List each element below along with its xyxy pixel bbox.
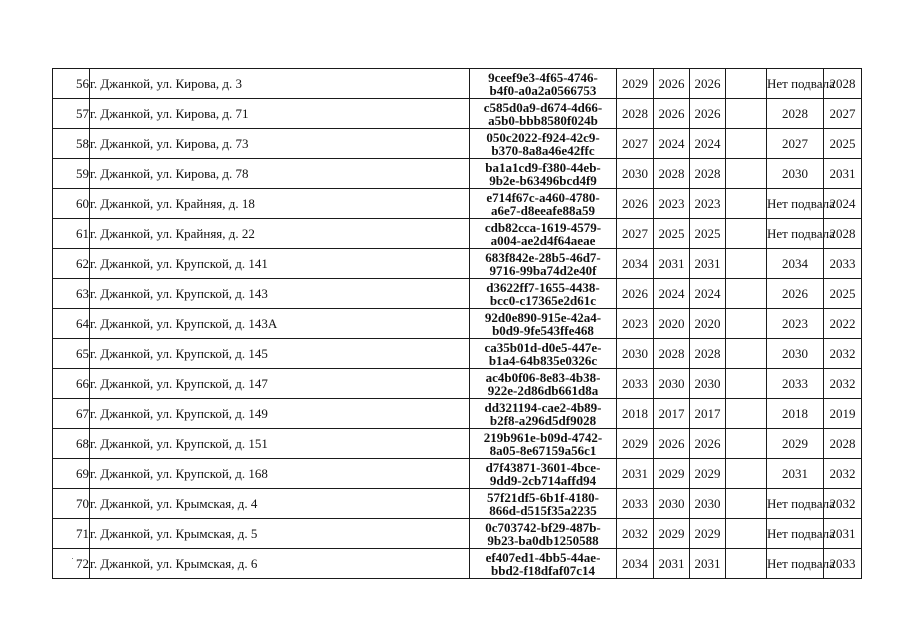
year-cell-4: [726, 459, 767, 489]
guid-line-2: 9dd9-2cb714affd94: [489, 472, 597, 488]
year-cell-1: 2033: [617, 489, 654, 519]
year-cell-3: 2030: [690, 369, 726, 399]
guid-line-1: d3622ff7-1655-4438-: [486, 279, 600, 295]
table-row: [53, 219, 862, 249]
year-cell-3: 2024: [690, 129, 726, 159]
year-cell-3: 2031: [690, 549, 726, 579]
year-cell-6: 2024: [824, 189, 862, 219]
guid-line-1: 92d0e890-915e-42a4-: [484, 309, 602, 325]
guid-line-1: ac4b0f06-8e83-4b38-: [485, 369, 601, 385]
address-cell: г. Джанкой, ул. Крымская, д. 4: [90, 489, 470, 519]
basement-year-cell: 2026: [767, 279, 824, 309]
guid-line-1: 219b961e-b09d-4742-: [483, 429, 603, 445]
fias-guid-cell: [470, 339, 617, 369]
year-cell-4: [726, 159, 767, 189]
basement-year-cell: 2018: [767, 399, 824, 429]
row-number-cell: 63: [53, 279, 90, 309]
year-cell-1: 2026: [617, 189, 654, 219]
fias-guid-cell: [470, 429, 617, 459]
guid-line-1: 0c703742-bf29-487b-: [485, 519, 601, 535]
basement-year-cell: Нет подвала: [767, 519, 824, 549]
fias-guid-cell: [470, 309, 617, 339]
year-cell-3: 2029: [690, 519, 726, 549]
table-row: [53, 129, 862, 159]
table-row: [53, 279, 862, 309]
basement-year-cell: Нет подвала: [767, 219, 824, 249]
year-cell-1: 2029: [617, 69, 654, 99]
year-cell-6: 2028: [824, 69, 862, 99]
row-number-cell: 57: [53, 99, 90, 129]
address-cell: г. Джанкой, ул. Крупской, д. 149: [90, 399, 470, 429]
guid-line-2: 866d-d515f35a2235: [489, 502, 597, 518]
year-cell-6: 2028: [824, 219, 862, 249]
guid-line-2: 8a05-8e67159a56c1: [489, 442, 597, 458]
row-number-cell: 56: [53, 69, 90, 99]
year-cell-6: 2025: [824, 129, 862, 159]
table-row: [53, 489, 862, 519]
fias-guid-cell: [470, 99, 617, 129]
address-cell: г. Джанкой, ул. Крупской, д. 145: [90, 339, 470, 369]
guid-line-1: cdb82cca-1619-4579-: [484, 219, 602, 235]
year-cell-4: [726, 129, 767, 159]
row-number-cell: 70: [53, 489, 90, 519]
year-cell-1: 2030: [617, 339, 654, 369]
year-cell-3: 2024: [690, 279, 726, 309]
fias-guid-cell: [470, 249, 617, 279]
year-cell-1: 2027: [617, 129, 654, 159]
row-number-cell: 60: [53, 189, 90, 219]
year-cell-2: 2026: [654, 429, 690, 459]
row-number-cell: 59: [53, 159, 90, 189]
guid-line-1: d7f43871-3601-4bce-: [485, 459, 601, 475]
year-cell-1: 2027: [617, 219, 654, 249]
row-number-cell: 62: [53, 249, 90, 279]
guid-line-2: a6e7-d8eeafe88a59: [491, 202, 595, 218]
year-cell-6: 2033: [824, 549, 862, 579]
fias-guid-cell: [470, 159, 617, 189]
year-cell-4: [726, 279, 767, 309]
year-cell-1: 2034: [617, 549, 654, 579]
basement-year-cell: Нет подвала: [767, 549, 824, 579]
address-cell: г. Джанкой, ул. Крупской, д. 147: [90, 369, 470, 399]
table-row: [53, 189, 862, 219]
guid-line-1: 683f842e-28b5-46d7-: [485, 249, 601, 265]
year-cell-6: 2031: [824, 159, 862, 189]
year-cell-6: 2019: [824, 399, 862, 429]
guid-line-2: a5b0-bbb8580f024b: [488, 112, 598, 128]
scan-speck: [72, 558, 73, 559]
year-cell-2: 2017: [654, 399, 690, 429]
row-number-cell: 58: [53, 129, 90, 159]
year-cell-4: [726, 399, 767, 429]
year-cell-1: 2031: [617, 459, 654, 489]
year-cell-1: 2029: [617, 429, 654, 459]
guid-line-1: 9ceef9e3-4f65-4746-: [488, 69, 598, 85]
year-cell-6: 2032: [824, 489, 862, 519]
year-cell-4: [726, 99, 767, 129]
table-row: [53, 519, 862, 549]
year-cell-2: 2025: [654, 219, 690, 249]
table-row: [53, 549, 862, 579]
year-cell-1: 2023: [617, 309, 654, 339]
year-cell-3: 2025: [690, 219, 726, 249]
basement-year-cell: 2031: [767, 459, 824, 489]
guid-line-2: a004-ae2d4f64aeae: [490, 232, 596, 248]
fias-guid-cell: [470, 489, 617, 519]
row-number-cell: 72: [53, 549, 90, 579]
basement-year-cell: 2028: [767, 99, 824, 129]
table-row: [53, 369, 862, 399]
address-cell: г. Джанкой, ул. Крупской, д. 143: [90, 279, 470, 309]
basement-year-cell: 2027: [767, 129, 824, 159]
year-cell-6: 2032: [824, 339, 862, 369]
address-cell: г. Джанкой, ул. Кирова, д. 71: [90, 99, 470, 129]
table-row: [53, 249, 862, 279]
guid-line-2: 9b23-ba0db1250588: [487, 532, 599, 548]
year-cell-2: 2030: [654, 369, 690, 399]
year-cell-2: 2026: [654, 69, 690, 99]
year-cell-4: [726, 549, 767, 579]
year-cell-2: 2029: [654, 459, 690, 489]
table-row: [53, 459, 862, 489]
year-cell-4: [726, 249, 767, 279]
year-cell-4: [726, 219, 767, 249]
year-cell-3: 2029: [690, 459, 726, 489]
guid-line-2: b1a4-64b835e0326c: [488, 352, 598, 368]
row-number-cell: 61: [53, 219, 90, 249]
guid-line-2: b2f8-a296d5df9028: [489, 412, 597, 428]
year-cell-3: 2028: [690, 159, 726, 189]
year-cell-2: 2031: [654, 549, 690, 579]
guid-line-2: 9b2e-b63496bcd4f9: [489, 172, 597, 188]
basement-year-cell: 2030: [767, 339, 824, 369]
table-row: [53, 399, 862, 429]
guid-line-1: 57f21df5-6b1f-4180-: [487, 489, 599, 505]
year-cell-3: 2030: [690, 489, 726, 519]
fias-guid-cell: [470, 519, 617, 549]
year-cell-4: [726, 519, 767, 549]
year-cell-2: 2028: [654, 339, 690, 369]
guid-line-1: 050c2022-f924-42c9-: [486, 129, 600, 145]
guid-line-2: 922e-2d86db661d8a: [487, 382, 599, 398]
guid-line-1: c585d0a9-d674-4d66-: [483, 99, 603, 115]
year-cell-6: 2033: [824, 249, 862, 279]
basement-year-cell: 2029: [767, 429, 824, 459]
fias-guid-cell: [470, 399, 617, 429]
guid-line-2: b0d9-9fe543ffe468: [492, 322, 594, 338]
guid-line-2: b370-8a8a46e42ffc: [491, 142, 595, 158]
address-cell: г. Джанкой, ул. Крупской, д. 141: [90, 249, 470, 279]
year-cell-4: [726, 429, 767, 459]
year-cell-2: 2023: [654, 189, 690, 219]
fias-guid-cell: [470, 459, 617, 489]
year-cell-2: 2020: [654, 309, 690, 339]
guid-line-1: ca35b01d-d0e5-447e-: [484, 339, 602, 355]
year-cell-4: [726, 339, 767, 369]
year-cell-2: 2029: [654, 519, 690, 549]
guid-line-1: e714f67c-a460-4780-: [486, 189, 600, 205]
fias-guid-cell: [470, 219, 617, 249]
year-cell-2: 2030: [654, 489, 690, 519]
fias-guid-cell: [470, 549, 617, 579]
year-cell-2: 2028: [654, 159, 690, 189]
year-cell-3: 2026: [690, 429, 726, 459]
year-cell-3: 2026: [690, 69, 726, 99]
row-number-cell: 66: [53, 369, 90, 399]
guid-line-2: 9716-99ba74d2e40f: [489, 262, 597, 278]
basement-year-cell: Нет подвала: [767, 489, 824, 519]
year-cell-3: 2026: [690, 99, 726, 129]
year-cell-1: 2034: [617, 249, 654, 279]
year-cell-6: 2027: [824, 99, 862, 129]
fias-guid-cell: [470, 129, 617, 159]
guid-line-2: bcc0-c17365e2d61c: [489, 292, 597, 308]
guid-line-1: ef407ed1-4bb5-44ae-: [485, 549, 601, 565]
guid-line-2: bbd2-f18dfaf07c14: [490, 562, 595, 578]
basement-year-cell: Нет подвала: [767, 189, 824, 219]
year-cell-4: [726, 489, 767, 519]
address-cell: г. Джанкой, ул. Крупской, д. 168: [90, 459, 470, 489]
address-cell: г. Джанкой, ул. Крайняя, д. 22: [90, 219, 470, 249]
year-cell-6: 2031: [824, 519, 862, 549]
table-row: [53, 429, 862, 459]
year-cell-4: [726, 69, 767, 99]
table-row: [53, 339, 862, 369]
year-cell-2: 2024: [654, 129, 690, 159]
year-cell-2: 2024: [654, 279, 690, 309]
year-cell-1: 2026: [617, 279, 654, 309]
year-cell-4: [726, 369, 767, 399]
year-cell-4: [726, 309, 767, 339]
address-cell: г. Джанкой, ул. Кирова, д. 73: [90, 129, 470, 159]
table-row: [53, 69, 862, 99]
row-number-cell: 64: [53, 309, 90, 339]
row-number-cell: 67: [53, 399, 90, 429]
basement-year-cell: 2034: [767, 249, 824, 279]
year-cell-3: 2017: [690, 399, 726, 429]
year-cell-1: 2032: [617, 519, 654, 549]
table-row: [53, 159, 862, 189]
guid-line-1: ba1a1cd9-f380-44eb-: [485, 159, 601, 175]
document-page: [52, 68, 862, 579]
guid-line-1: dd321194-cae2-4b89-: [484, 399, 602, 415]
year-cell-6: 2032: [824, 369, 862, 399]
basement-year-cell: 2033: [767, 369, 824, 399]
fias-guid-cell: [470, 69, 617, 99]
table-body: [53, 69, 862, 579]
year-cell-2: 2031: [654, 249, 690, 279]
year-cell-3: 2031: [690, 249, 726, 279]
year-cell-3: 2020: [690, 309, 726, 339]
table-row: [53, 309, 862, 339]
address-cell: г. Джанкой, ул. Крупской, д. 151: [90, 429, 470, 459]
table-row: [53, 99, 862, 129]
address-cell: г. Джанкой, ул. Крайняя, д. 18: [90, 189, 470, 219]
housing-registry-table: [52, 68, 862, 579]
row-number-cell: 71: [53, 519, 90, 549]
fias-guid-cell: [470, 279, 617, 309]
year-cell-3: 2023: [690, 189, 726, 219]
year-cell-3: 2028: [690, 339, 726, 369]
guid-line-2: b4f0-a0a2a0566753: [489, 82, 597, 98]
address-cell: г. Джанкой, ул. Кирова, д. 3: [90, 69, 470, 99]
year-cell-4: [726, 189, 767, 219]
address-cell: г. Джанкой, ул. Крымская, д. 6: [90, 549, 470, 579]
year-cell-1: 2030: [617, 159, 654, 189]
basement-year-cell: 2023: [767, 309, 824, 339]
year-cell-6: 2025: [824, 279, 862, 309]
address-cell: г. Джанкой, ул. Крупской, д. 143А: [90, 309, 470, 339]
basement-year-cell: 2030: [767, 159, 824, 189]
year-cell-2: 2026: [654, 99, 690, 129]
address-cell: г. Джанкой, ул. Кирова, д. 78: [90, 159, 470, 189]
address-cell: г. Джанкой, ул. Крымская, д. 5: [90, 519, 470, 549]
fias-guid-cell: [470, 369, 617, 399]
year-cell-1: 2028: [617, 99, 654, 129]
year-cell-1: 2018: [617, 399, 654, 429]
row-number-cell: 69: [53, 459, 90, 489]
row-number-cell: 65: [53, 339, 90, 369]
basement-year-cell: Нет подвала: [767, 69, 824, 99]
row-number-cell: 68: [53, 429, 90, 459]
year-cell-6: 2032: [824, 459, 862, 489]
year-cell-6: 2022: [824, 309, 862, 339]
year-cell-6: 2028: [824, 429, 862, 459]
year-cell-1: 2033: [617, 369, 654, 399]
fias-guid-cell: [470, 189, 617, 219]
